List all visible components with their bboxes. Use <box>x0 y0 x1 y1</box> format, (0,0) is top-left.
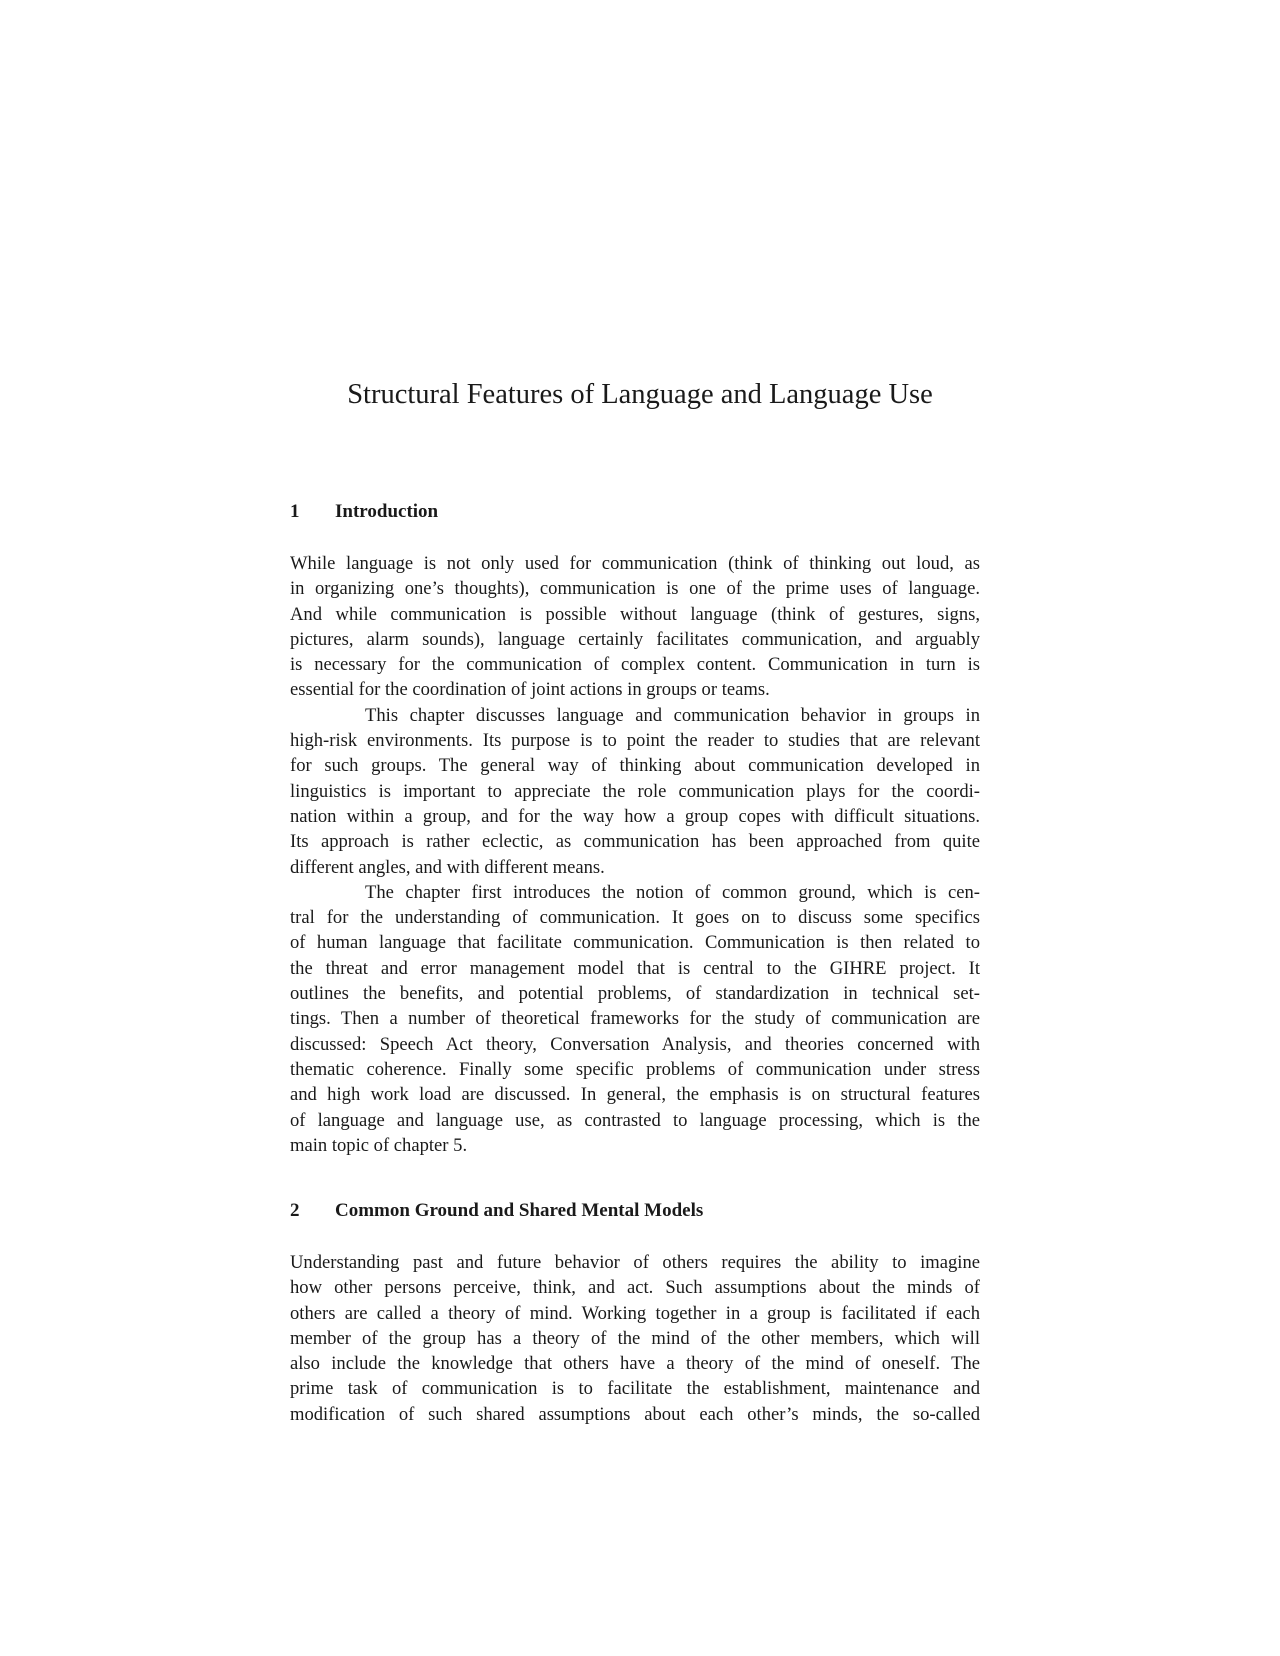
text-line: Its approach is rather eclectic, as communication has been approached from quite <box>290 831 980 853</box>
text-line: modification of such shared assumptions about each other’s minds, the so-called <box>290 1403 980 1425</box>
text-line: and high work load are discussed. In general, the emphasis is on structural features <box>290 1084 980 1106</box>
section-title: Common Ground and Shared Mental Models <box>335 1200 704 1221</box>
text-line: tings. Then a number of theoretical frameworks for the study of communication are <box>290 1008 980 1030</box>
section-heading-common-ground <box>290 1201 703 1220</box>
text-line: the threat and error management model that is central to the GIHRE project. It <box>290 957 980 979</box>
section-number: 2 <box>290 1200 300 1221</box>
section-heading-introduction <box>290 502 438 521</box>
text-line: nation within a group, and for the way how a group copes with difficult situations. <box>290 805 980 827</box>
text-line: is necessary for the communication of complex content. Communication in turn is <box>290 654 980 676</box>
section-title: Introduction <box>335 501 439 522</box>
text-line: how other persons perceive, think, and act. Such assumptions about the minds of <box>290 1277 980 1299</box>
text-line: tral for the understanding of communication. It goes on to discuss some specifics <box>290 907 980 929</box>
text-line: This chapter discusses language and communication behavior in groups in <box>365 704 980 726</box>
text-line: member of the group has a theory of the mind of the other members, which will <box>290 1327 980 1349</box>
section-number: 1 <box>290 501 300 522</box>
text-line: prime task of communication is to facilitate the establishment, maintenance and <box>290 1378 980 1400</box>
section-body-common-ground <box>290 1250 980 1427</box>
text-line: for such groups. The general way of thinking about communication developed in <box>290 755 980 777</box>
text-line: discussed: Speech Act theory, Conversation Analysis, and theories concerned with <box>290 1033 980 1055</box>
text-line: While language is not only used for communication (think of thinking out loud, as <box>290 553 980 574</box>
text-line: of language and language use, as contrasted to language processing, which is the <box>290 1109 980 1131</box>
text-line: in organizing one’s thoughts), communication is one of the prime uses of language. <box>290 578 980 600</box>
text-line: also include the knowledge that others have a theory of the mind of oneself. The <box>290 1353 980 1375</box>
section-body-introduction <box>290 551 980 1158</box>
text-line: linguistics is important to appreciate the role communication plays for the coordi- <box>290 780 980 802</box>
text-line: pictures, alarm sounds), language certainly facilitates communication, and arguably <box>290 628 980 650</box>
text-line: Understanding past and future behavior of others requires the ability to imagine <box>290 1252 980 1273</box>
text-line: main topic of chapter 5. <box>290 1134 468 1156</box>
page-title: Structural Features of Language and Language Use <box>347 379 933 410</box>
text-line: And while communication is possible without language (think of gestures, signs, <box>290 603 980 625</box>
text-line: different angles, and with different means. <box>290 856 605 878</box>
text-line: high-risk environments. Its purpose is to point the reader to studies that are relevant <box>290 730 980 752</box>
text-line: of human language that facilitate communication. Communication is then related to <box>290 932 980 954</box>
text-line: others are called a theory of mind. Working together in a group is facilitated if each <box>290 1302 980 1324</box>
text-line: outlines the benefits, and potential problems, of standardization in technical set- <box>290 983 980 1005</box>
text-line: The chapter first introduces the notion of common ground, which is cen- <box>365 881 980 903</box>
text-line: essential for the coordination of joint actions in groups or teams. <box>290 679 770 701</box>
text-line: thematic coherence. Finally some specific problems of communication under stress <box>290 1058 980 1080</box>
